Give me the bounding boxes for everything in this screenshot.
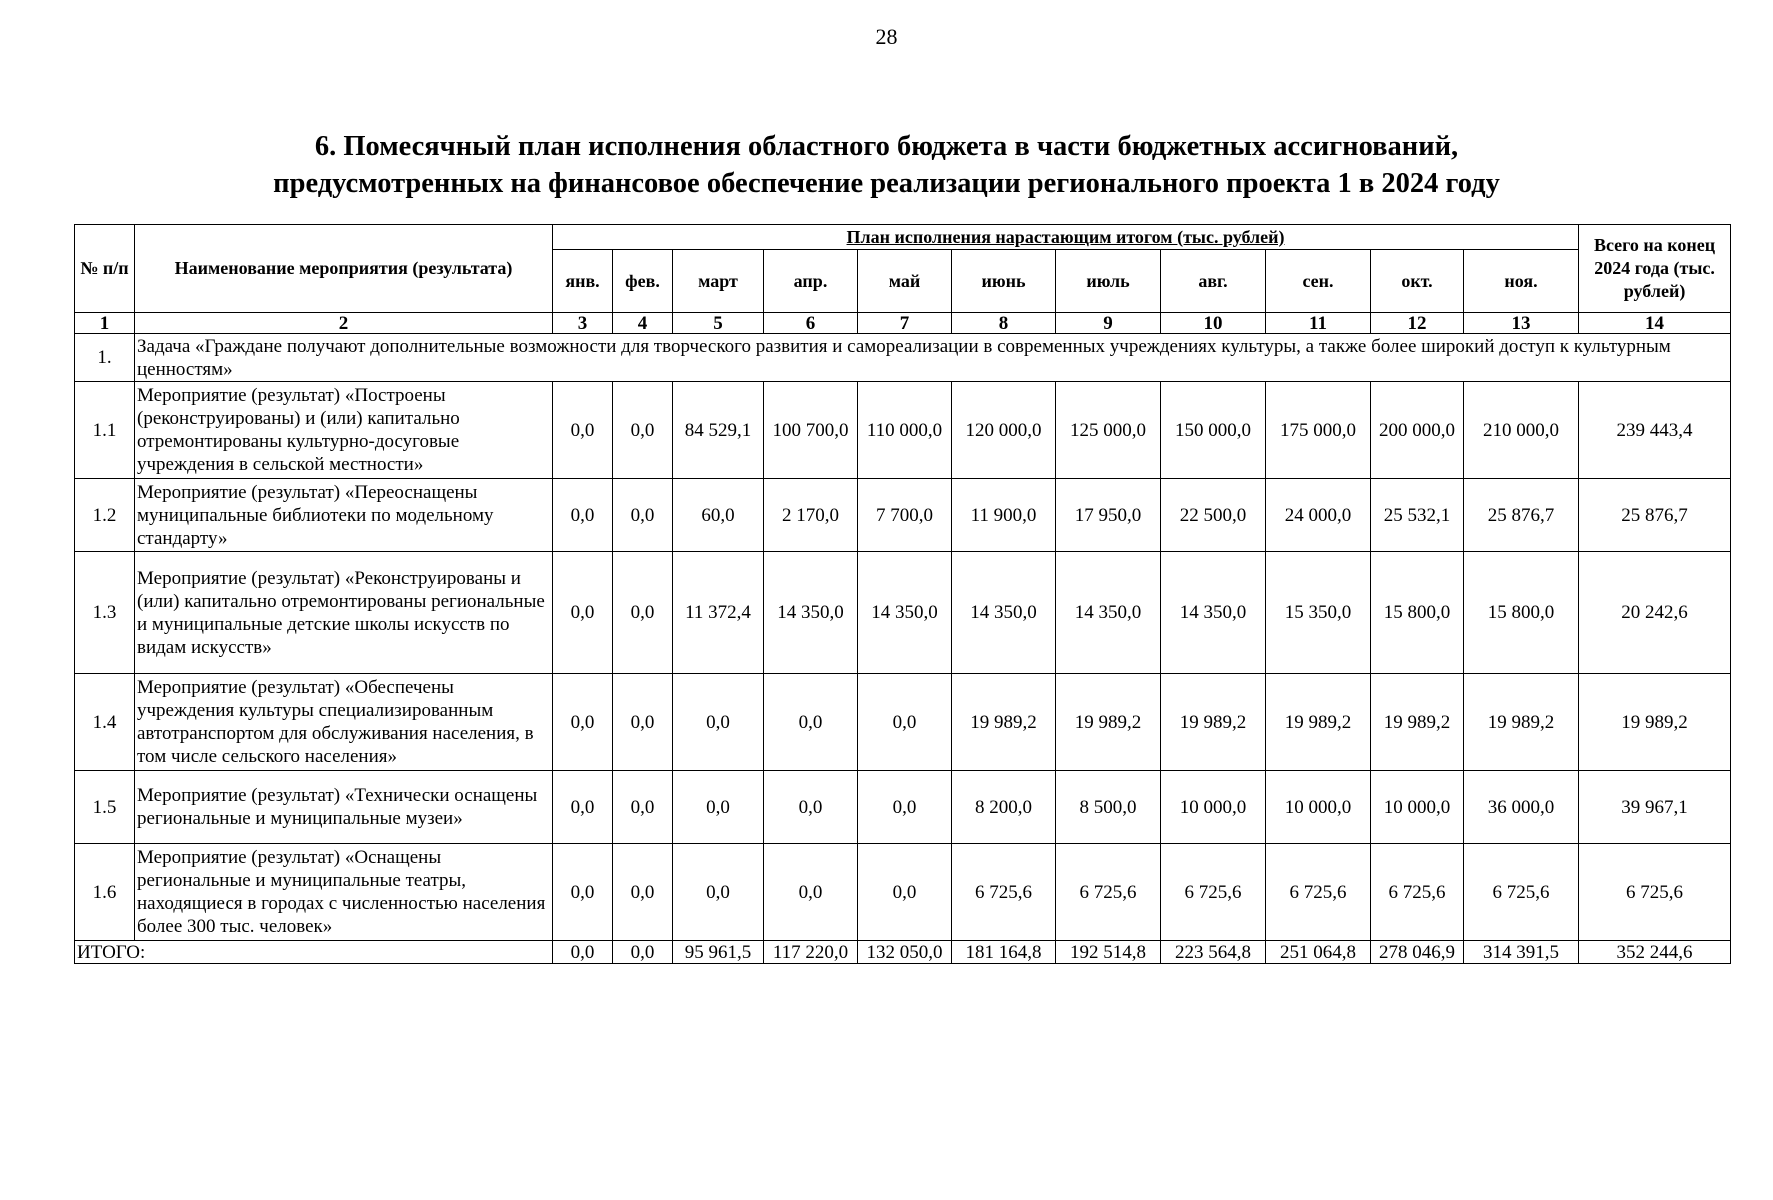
row-value: 14 350,0: [764, 552, 858, 674]
row-value: 6 725,6: [1266, 844, 1371, 941]
header-month: окт.: [1371, 250, 1464, 313]
row-value: 19 989,2: [1056, 674, 1161, 771]
row-num: 1.5: [75, 771, 135, 844]
row-value: 0,0: [858, 844, 952, 941]
row-value: 6 725,6: [1464, 844, 1579, 941]
header-month: июнь: [952, 250, 1056, 313]
row-value: 10 000,0: [1266, 771, 1371, 844]
row-value: 25 876,7: [1464, 479, 1579, 552]
total-row: [75, 941, 1731, 964]
row-value: 60,0: [673, 479, 764, 552]
column-number: 5: [673, 313, 764, 334]
header-num: № п/п: [75, 225, 135, 313]
total-value: 0,0: [553, 941, 613, 964]
row-value: 0,0: [613, 844, 673, 941]
row-value: 19 989,2: [1161, 674, 1266, 771]
grand-total: 352 244,6: [1579, 941, 1731, 964]
column-number: 10: [1161, 313, 1266, 334]
total-label: ИТОГО:: [75, 941, 553, 964]
row-value: 8 200,0: [952, 771, 1056, 844]
row-value: 22 500,0: [1161, 479, 1266, 552]
row-value: 10 000,0: [1371, 771, 1464, 844]
row-value: 0,0: [858, 771, 952, 844]
row-value: 8 500,0: [1056, 771, 1161, 844]
total-value: 251 064,8: [1266, 941, 1371, 964]
page-number: 28: [875, 24, 898, 49]
row-value: 0,0: [553, 552, 613, 674]
column-number: 11: [1266, 313, 1371, 334]
row-total: 39 967,1: [1579, 771, 1731, 844]
total-value: 278 046,9: [1371, 941, 1464, 964]
table-row: [75, 552, 1731, 674]
row-total: 20 242,6: [1579, 552, 1731, 674]
column-number: 4: [613, 313, 673, 334]
header-month: янв.: [553, 250, 613, 313]
row-value: 14 350,0: [1161, 552, 1266, 674]
column-number: 12: [1371, 313, 1464, 334]
row-total: 25 876,7: [1579, 479, 1731, 552]
total-value: 0,0: [613, 941, 673, 964]
row-value: 24 000,0: [1266, 479, 1371, 552]
column-numbers-row: [75, 313, 1731, 334]
column-number: 6: [764, 313, 858, 334]
row-name: Мероприятие (результат) «Реконструированы и (или) капитально отремонтированы региональные и муниципальные детские школы искусств по видам искусств»: [135, 552, 553, 674]
row-value: 0,0: [613, 479, 673, 552]
row-value: 0,0: [553, 844, 613, 941]
row-value: 11 900,0: [952, 479, 1056, 552]
total-value: 223 564,8: [1161, 941, 1266, 964]
row-num: 1.1: [75, 382, 135, 479]
title-line-2: предусмотренных на финансовое обеспечение реализации регионального проекта 1 в 2024 году: [273, 168, 1500, 199]
row-value: 10 000,0: [1161, 771, 1266, 844]
row-value: 0,0: [613, 771, 673, 844]
header-month: май: [858, 250, 952, 313]
row-value: 14 350,0: [1056, 552, 1161, 674]
row-value: 36 000,0: [1464, 771, 1579, 844]
row-name: Мероприятие (результат) «Обеспечены учреждения культуры специализированным автотранспортом для обслуживания населения, в том числе сельского населения»: [135, 674, 553, 771]
row-num: 1.6: [75, 844, 135, 941]
table-row: [75, 382, 1731, 479]
document-title: [0, 128, 1773, 202]
row-num: 1.3: [75, 552, 135, 674]
header-month: апр.: [764, 250, 858, 313]
total-value: 192 514,8: [1056, 941, 1161, 964]
row-value: 0,0: [673, 844, 764, 941]
row-value: 17 950,0: [1056, 479, 1161, 552]
row-value: 0,0: [764, 771, 858, 844]
row-value: 6 725,6: [952, 844, 1056, 941]
total-value: 117 220,0: [764, 941, 858, 964]
row-total: 239 443,4: [1579, 382, 1731, 479]
row-value: 2 170,0: [764, 479, 858, 552]
row-name: Мероприятие (результат) «Переоснащены муниципальные библиотеки по модельному стандарту»: [135, 479, 553, 552]
row-value: 6 725,6: [1056, 844, 1161, 941]
header-month: ноя.: [1464, 250, 1579, 313]
row-value: 100 700,0: [764, 382, 858, 479]
row-name: Мероприятие (результат) «Оснащены региональные и муниципальные театры, находящиеся в городах с численностью населения более 300 тыс. человек»: [135, 844, 553, 941]
header-row-group: [75, 225, 1731, 250]
header-month: сен.: [1266, 250, 1371, 313]
header-month: фев.: [613, 250, 673, 313]
column-number: 2: [135, 313, 553, 334]
total-value: 181 164,8: [952, 941, 1056, 964]
row-name: Мероприятие (результат) «Технически оснащены региональные и муниципальные музеи»: [135, 771, 553, 844]
header-month: июль: [1056, 250, 1161, 313]
row-value: 0,0: [673, 771, 764, 844]
table-row: [75, 844, 1731, 941]
row-value: 19 989,2: [1266, 674, 1371, 771]
row-value: 11 372,4: [673, 552, 764, 674]
column-number: 1: [75, 313, 135, 334]
row-value: 0,0: [613, 552, 673, 674]
row-value: 110 000,0: [858, 382, 952, 479]
row-value: 19 989,2: [1371, 674, 1464, 771]
row-value: 210 000,0: [1464, 382, 1579, 479]
column-number: 8: [952, 313, 1056, 334]
table-row: [75, 674, 1731, 771]
row-value: 0,0: [553, 771, 613, 844]
row-total: 19 989,2: [1579, 674, 1731, 771]
total-value: 95 961,5: [673, 941, 764, 964]
column-number: 14: [1579, 313, 1731, 334]
row-value: 120 000,0: [952, 382, 1056, 479]
row-value: 15 800,0: [1464, 552, 1579, 674]
column-number: 9: [1056, 313, 1161, 334]
column-number: 13: [1464, 313, 1579, 334]
column-number: 7: [858, 313, 952, 334]
header-month: март: [673, 250, 764, 313]
row-value: 0,0: [673, 674, 764, 771]
row-value: 6 725,6: [1161, 844, 1266, 941]
row-total: 6 725,6: [1579, 844, 1731, 941]
budget-plan-table: [74, 224, 1731, 964]
title-line-1: 6. Помесячный план исполнения областного бюджета в части бюджетных ассигнований,: [314, 131, 1459, 162]
row-value: 6 725,6: [1371, 844, 1464, 941]
row-value: 200 000,0: [1371, 382, 1464, 479]
task-num: 1.: [75, 334, 135, 382]
row-value: 15 350,0: [1266, 552, 1371, 674]
header-total: Всего на конец 2024 года (тыс. рублей): [1579, 225, 1731, 313]
row-value: 14 350,0: [858, 552, 952, 674]
row-num: 1.2: [75, 479, 135, 552]
row-value: 0,0: [553, 382, 613, 479]
row-value: 19 989,2: [1464, 674, 1579, 771]
row-value: 14 350,0: [952, 552, 1056, 674]
table-row: [75, 771, 1731, 844]
row-value: 0,0: [553, 479, 613, 552]
row-value: 15 800,0: [1371, 552, 1464, 674]
header-plan-group: План исполнения нарастающим итогом (тыс. рублей): [553, 225, 1579, 250]
row-value: 0,0: [764, 844, 858, 941]
row-name: Мероприятие (результат) «Построены (реконструированы) и (или) капитально отремонтированы культурно-досуговые учреждения в сельской местности»: [135, 382, 553, 479]
total-value: 132 050,0: [858, 941, 952, 964]
row-value: 7 700,0: [858, 479, 952, 552]
row-value: 0,0: [858, 674, 952, 771]
table-row: [75, 479, 1731, 552]
row-num: 1.4: [75, 674, 135, 771]
header-name: Наименование мероприятия (результата): [135, 225, 553, 313]
row-value: 125 000,0: [1056, 382, 1161, 479]
row-value: 19 989,2: [952, 674, 1056, 771]
row-value: 0,0: [613, 382, 673, 479]
row-value: 150 000,0: [1161, 382, 1266, 479]
row-value: 84 529,1: [673, 382, 764, 479]
row-value: 0,0: [613, 674, 673, 771]
row-value: 0,0: [553, 674, 613, 771]
total-value: 314 391,5: [1464, 941, 1579, 964]
task-text: Задача «Граждане получают дополнительные возможности для творческого развития и самореализации в современных учреждениях культуры, а также более широкий доступ к культурным ценностям»: [135, 334, 1731, 382]
column-number: 3: [553, 313, 613, 334]
row-value: 0,0: [764, 674, 858, 771]
header-month: авг.: [1161, 250, 1266, 313]
task-row: [75, 334, 1731, 382]
row-value: 25 532,1: [1371, 479, 1464, 552]
row-value: 175 000,0: [1266, 382, 1371, 479]
